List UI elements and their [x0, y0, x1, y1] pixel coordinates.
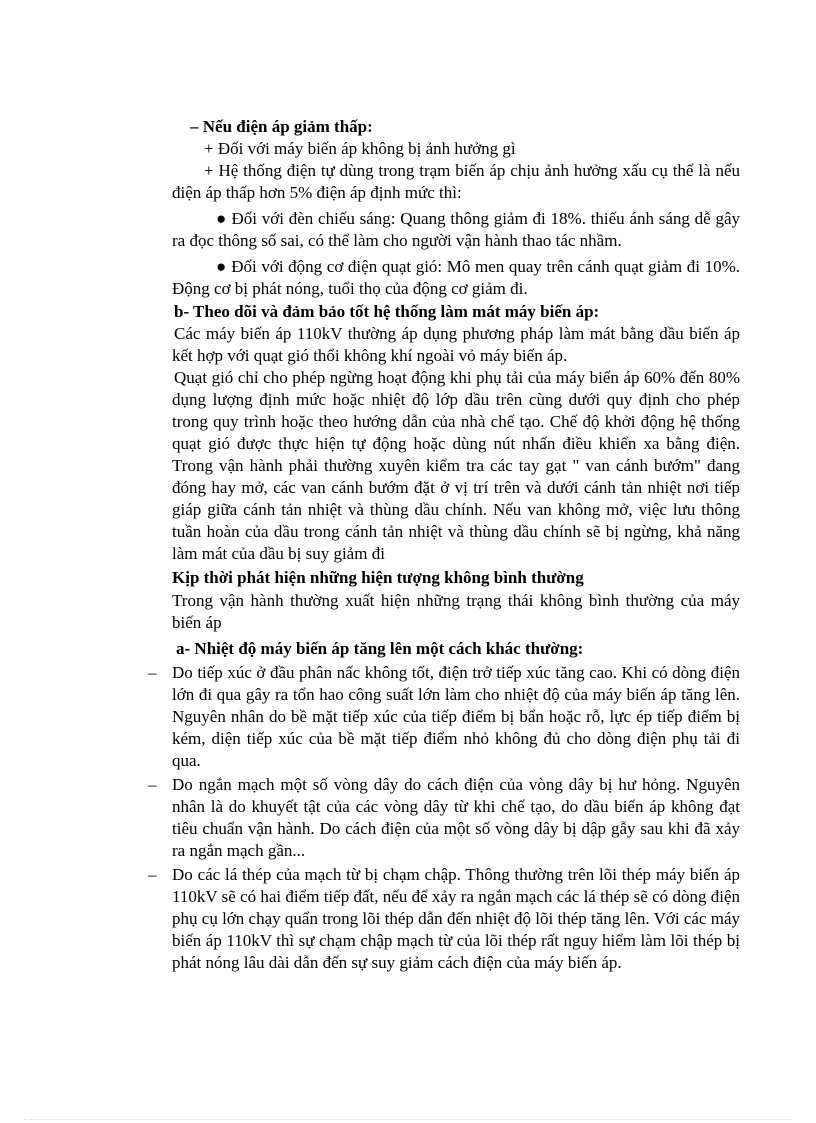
- list-item-text: Do ngắn mạch một số vòng dây do cách điện của vòng dây bị hư hỏng. Nguyên nhân là do khuyết tật của các vòng dây từ khi chế tạo, do dầu biến áp không đạt tiêu chuẩn vận hành. Do cách điện của một số vòng dây bị dập gẫy sau khi đã xảy ra ngắn mạch gần...: [172, 775, 740, 860]
- bullet-fan-motor: ● Đối với động cơ điện quạt gió: Mô men quay trên cánh quạt giảm đi 10%. Động cơ bị phát nóng, tuổi thọ của động cơ giảm đi.: [172, 257, 740, 298]
- cooling-paragraph-2: Quạt gió chỉ cho phép ngừng hoạt động khi phụ tải của máy biến áp 60% đến 80% dụng lượng định mức hoặc nhiệt độ lớp dầu trên cùng dưới quy định cho phép trong quy trình hoặc theo hướng dẫn của nhà chế tạo. Chế độ khởi động hệ thống quạt gió được thực hiện tự động hoặc dùng nút nhấn điều khiển xa bằng điện. Trong vận hành phải thường xuyên kiểm tra các tay gạt " van cánh bướm" đang đóng hay mở, các van cánh bướm đặt ở vị trí trên và dưới cánh tản nhiệt nơi tiếp giáp giữa cánh tản nhiệt và thùng dầu chính. Nếu van không mở, việc lưu thông tuần hoàn của dầu trong cánh tản nhiệt và thùng dầu chính sẽ bị ngừng, khả năng làm mát của dầu bị suy giảm đi: [172, 368, 740, 563]
- list-item: [148, 662, 740, 772]
- document-body: [148, 114, 740, 974]
- low-voltage-heading: – Nếu điện áp giảm thấp:: [190, 117, 373, 136]
- list-item-text: Do tiếp xúc ở đầu phân nấc không tốt, điện trở tiếp xúc tăng cao. Khi có dòng điện lớn đi qua gây ra tổn hao công suất lớn làm cho nhiệt độ của máy biến áp tăng lên. Nguyên nhân do bề mặt tiếp xúc của tiếp điểm bị bẩn hoặc rỗ, lực ép tiếp điểm bị kém, diện tiếp xúc của bề mặt tiếp điểm nhỏ không đủ cho dòng điện phụ tải đi qua.: [172, 663, 740, 770]
- page-bottom-divider: [24, 1119, 792, 1120]
- section-a-heading: a- Nhiệt độ máy biến áp tăng lên một cách khác thường:: [176, 639, 584, 658]
- dash-marker: –: [148, 865, 157, 884]
- list-item-text: Do các lá thép của mạch từ bị chạm chập. Thông thường trên lõi thép máy biến áp 110kV sẽ có hai điểm tiếp đất, nếu để xảy ra ngắn mạch các lá thép sẽ có dòng điện phụ cụ lớn chạy quẩn trong lõi thép dẫn đến nhiệt độ lõi thép tăng lên.: [172, 865, 740, 928]
- abnormal-phenomena-paragraph: Trong vận hành thường xuất hiện những trạng thái không bình thường của máy biến áp: [172, 591, 740, 632]
- plus-item-auxiliary-system: + Hệ thống điện tự dùng trong trạm biến áp chịu ảnh hưởng xấu cụ thể là nếu điện áp thấp hơn 5% điện áp định mức thì:: [172, 161, 740, 202]
- dash-marker: –: [148, 663, 157, 682]
- bullet-lighting: ● Đối với đèn chiếu sáng: Quang thông giảm đi 18%. thiếu ánh sáng dễ gây ra đọc thông số sai, có thể làm cho người vận hành thao tác nhầm.: [172, 209, 740, 250]
- list-item-text-continued: Với các máy biến áp 110kV thì sự chạm chập mạch từ của lõi thép rất nguy hiểm làm lõi thép bị phát nóng lâu dài dẫn đến sự suy giảm cách điện của máy biến áp.: [172, 909, 740, 972]
- abnormal-phenomena-heading: Kịp thời phát hiện những hiện tượng không bình thường: [172, 568, 584, 587]
- list-item: [148, 864, 740, 974]
- dash-marker: –: [148, 775, 157, 794]
- cooling-paragraph-1: Các máy biến áp 110kV thường áp dụng phương pháp làm mát bằng dầu biến áp kết hợp với quạt gió thổi không khí ngoài vỏ máy biến áp.: [172, 324, 740, 365]
- list-item: [148, 774, 740, 862]
- plus-item-transformer: + Đối với máy biến áp không bị ảnh hưởng gì: [204, 139, 516, 158]
- section-b-heading: b- Theo dõi và đảm bảo tốt hệ thống làm mát máy biến áp:: [174, 302, 600, 321]
